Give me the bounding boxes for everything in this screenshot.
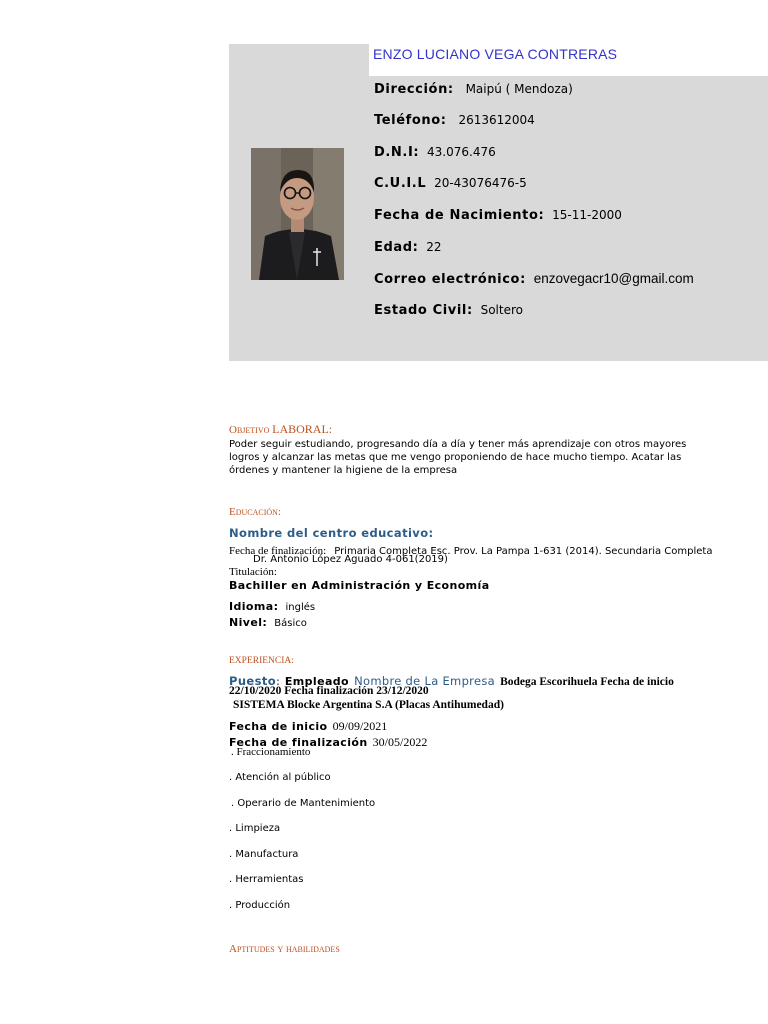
- fecha-inicio-label: Fecha de inicio: [229, 720, 328, 733]
- name-bar-edge: [363, 44, 369, 76]
- dni-label: D.N.I:: [374, 145, 420, 160]
- centro-educativo-label: Nombre del centro educativo: [229, 526, 429, 540]
- nacimiento-value: 15-11-2000: [552, 208, 622, 222]
- info-row-cuil: [374, 176, 527, 191]
- info-row-direccion: [374, 82, 573, 97]
- fecha-finalizacion-text-2: Dr. Antonio López Aguado 4-061(2019): [253, 554, 448, 565]
- task-item: . Fraccionamiento: [231, 746, 311, 758]
- task-item: . Herramientas: [229, 874, 304, 885]
- direccion-value: Maipú ( Mendoza): [465, 82, 573, 96]
- experiencia-title: EXPERIENCIA:: [229, 656, 294, 666]
- titulacion-value: Bachiller en Administración y Economía: [229, 579, 490, 592]
- puesto-value: Empleado: [284, 675, 350, 688]
- objetivo-title-b: LABORAL:: [272, 422, 333, 436]
- info-row-nacimiento: [374, 208, 622, 223]
- empresa-line1: Bodega Escorihuela Fecha de inicio: [500, 676, 674, 688]
- fecha-finalizacion-text-1: Primaria Completa Esc. Prov. La Pampa 1-631 (2014). Secundaria Completa: [334, 546, 713, 557]
- info-row-telefono: [374, 113, 535, 128]
- profile-photo: [251, 148, 344, 280]
- titulacion-label: Titulación:: [229, 566, 277, 578]
- aptitudes-title: Aptitudes y habilidades: [229, 943, 340, 955]
- edad-value: 22: [426, 240, 442, 254]
- objetivo-text: Poder seguir estudiando, progresando día a día y tener más aprendizaje con otros mayores logros y alcanzar las metas que me vengo proponiendo de hace mucho tiempo. Acatar las órdenes y mantener la higiene de la empresa: [229, 439, 687, 476]
- puesto-colon: :: [276, 675, 280, 688]
- correo-label: Correo electrónico:: [374, 272, 526, 287]
- profile-photo-svg: [251, 148, 344, 280]
- task-item: . Producción: [229, 900, 291, 911]
- empresa-label: Nombre de La Empresa: [354, 674, 495, 688]
- nivel-label: Nivel:: [229, 616, 268, 629]
- centro-educativo-colon: :: [428, 526, 434, 540]
- task-item: . Limpieza: [229, 823, 281, 834]
- cuil-label: C.U.I.L: [374, 176, 427, 191]
- estado-civil-label: Estado Civil:: [374, 303, 473, 318]
- cuil-value: 20-43076476-5: [434, 176, 527, 190]
- dni-value: 43.076.476: [427, 145, 496, 159]
- task-item: . Manufactura: [229, 849, 299, 860]
- direccion-label: Dirección:: [374, 82, 454, 97]
- info-row-correo: [374, 271, 694, 287]
- nivel-line: [229, 611, 307, 630]
- telefono-label: Teléfono:: [374, 113, 447, 128]
- fecha-finalizacion-label: Fecha de finalización:: [229, 545, 327, 557]
- empresa-line2: 22/10/2020 Fecha finalización 23/12/2020: [229, 685, 429, 697]
- info-row-dni: [374, 145, 496, 160]
- objetivo-title-a: Objetivo: [229, 424, 270, 436]
- estado-civil-value: Soltero: [480, 303, 523, 317]
- empresa-line3: SISTEMA Blocke Argentina S.A (Placas Antihumedad): [233, 699, 504, 711]
- edad-label: Edad:: [374, 240, 419, 255]
- full-name: ENZO LUCIANO VEGA CONTRERAS: [373, 46, 618, 62]
- correo-value: enzovegacr10@gmail.com: [533, 271, 694, 286]
- educacion-title: Educación:: [229, 506, 281, 518]
- idioma-label: Idioma:: [229, 600, 279, 613]
- puesto-label: Puesto: [229, 674, 277, 688]
- task-item: . Operario de Mantenimiento: [231, 798, 376, 809]
- fecha-fin-value: 30/05/2022: [372, 735, 428, 749]
- photo-neck: [291, 218, 304, 232]
- info-row-estado-civil: [374, 303, 523, 318]
- idioma-value: inglés: [285, 602, 316, 613]
- task-item: . Atención al público: [229, 772, 331, 783]
- telefono-value: 2613612004: [458, 113, 535, 127]
- nivel-value: Básico: [274, 618, 307, 629]
- fecha-inicio-value: 09/09/2021: [332, 719, 388, 733]
- nacimiento-label: Fecha de Nacimiento:: [374, 208, 545, 223]
- objetivo-title: [229, 422, 332, 437]
- fecha-fin-label: Fecha de finalización: [229, 736, 368, 749]
- info-row-edad: [374, 240, 442, 255]
